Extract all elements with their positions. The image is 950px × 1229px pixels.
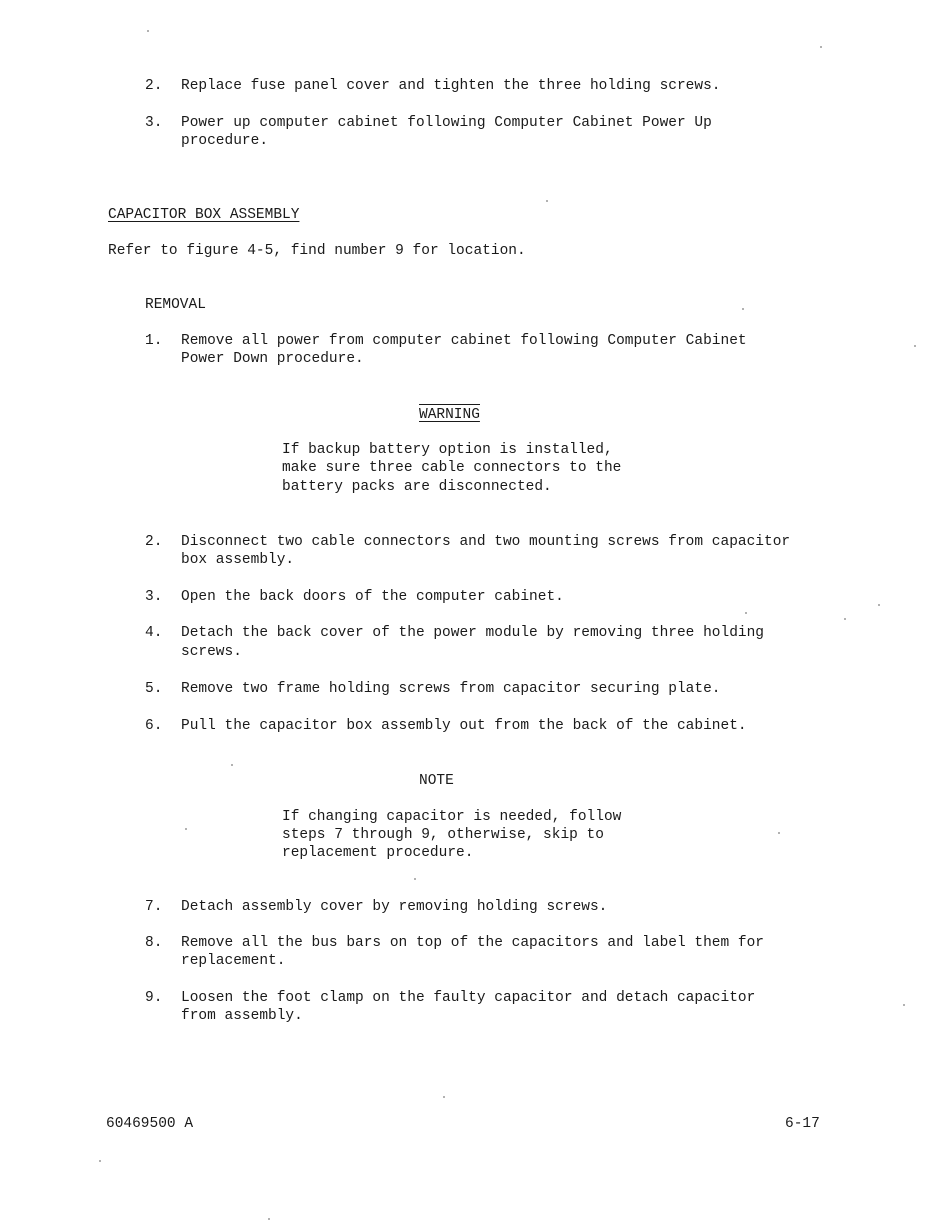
step-number: 6. [145, 718, 163, 734]
scan-speck [185, 828, 187, 830]
section-heading: CAPACITOR BOX ASSEMBLY [108, 207, 300, 223]
removal-heading: REMOVAL [145, 297, 206, 313]
note-text: replacement procedure. [282, 845, 474, 861]
step-number: 5. [145, 681, 163, 697]
step-text: Disconnect two cable connectors and two mounting screws from capacitor [181, 534, 791, 550]
section-intro: Refer to figure 4-5, find number 9 for location. [108, 243, 526, 259]
step-number: 9. [145, 990, 163, 1006]
scan-speck [878, 604, 880, 606]
footer-doc-number: 60469500 A [106, 1116, 194, 1132]
step-text: Pull the capacitor box assembly out from the back of the cabinet. [181, 718, 747, 734]
footer-page-number: 6-17 [785, 1116, 820, 1132]
step-text: Remove all power from computer cabinet following Computer Cabinet [181, 333, 747, 349]
note-text: If changing capacitor is needed, follow [282, 809, 622, 825]
warning-text: battery packs are disconnected. [282, 479, 552, 495]
step-text: Remove all the bus bars on top of the capacitors and label them for [181, 935, 764, 951]
step-text: Open the back doors of the computer cabinet. [181, 589, 564, 605]
step-number: 4. [145, 625, 163, 641]
step-text: replacement. [181, 953, 286, 969]
step-number: 8. [145, 935, 163, 951]
step-text: screws. [181, 644, 242, 660]
step-text: procedure. [181, 133, 269, 149]
warning-text: make sure three cable connectors to the [282, 460, 622, 476]
step-text: Remove two frame holding screws from capacitor securing plate. [181, 681, 721, 697]
step-text: box assembly. [181, 552, 295, 568]
scan-speck [820, 46, 822, 48]
step-text: Detach assembly cover by removing holding screws. [181, 899, 608, 915]
step-number: 3. [145, 115, 163, 131]
step-text: Loosen the foot clamp on the faulty capacitor and detach capacitor [181, 990, 756, 1006]
scan-speck [778, 832, 780, 834]
step-text: Detach the back cover of the power module by removing three holding [181, 625, 764, 641]
scan-speck [745, 612, 747, 614]
scan-speck [147, 30, 149, 32]
step-text: Power up computer cabinet following Computer Cabinet Power Up [181, 115, 712, 131]
scan-speck [231, 764, 233, 766]
warning-text: If backup battery option is installed, [282, 442, 613, 458]
scan-speck [268, 1218, 270, 1220]
warning-title: WARNING [419, 404, 480, 425]
step-text: from assembly. [181, 1008, 303, 1024]
scan-speck [903, 1004, 905, 1006]
scan-speck [914, 345, 916, 347]
step-number: 7. [145, 899, 163, 915]
step-number: 2. [145, 78, 163, 94]
scan-speck [742, 308, 744, 310]
scan-speck [414, 878, 416, 880]
step-text: Replace fuse panel cover and tighten the three holding screws. [181, 78, 721, 94]
scan-speck [443, 1096, 445, 1098]
note-text: steps 7 through 9, otherwise, skip to [282, 827, 604, 843]
step-number: 3. [145, 589, 163, 605]
step-number: 2. [145, 534, 163, 550]
step-number: 1. [145, 333, 163, 349]
step-text: Power Down procedure. [181, 351, 364, 367]
scan-speck [99, 1160, 101, 1162]
scan-speck [844, 618, 846, 620]
scan-speck [546, 200, 548, 202]
note-title: NOTE [419, 773, 454, 789]
